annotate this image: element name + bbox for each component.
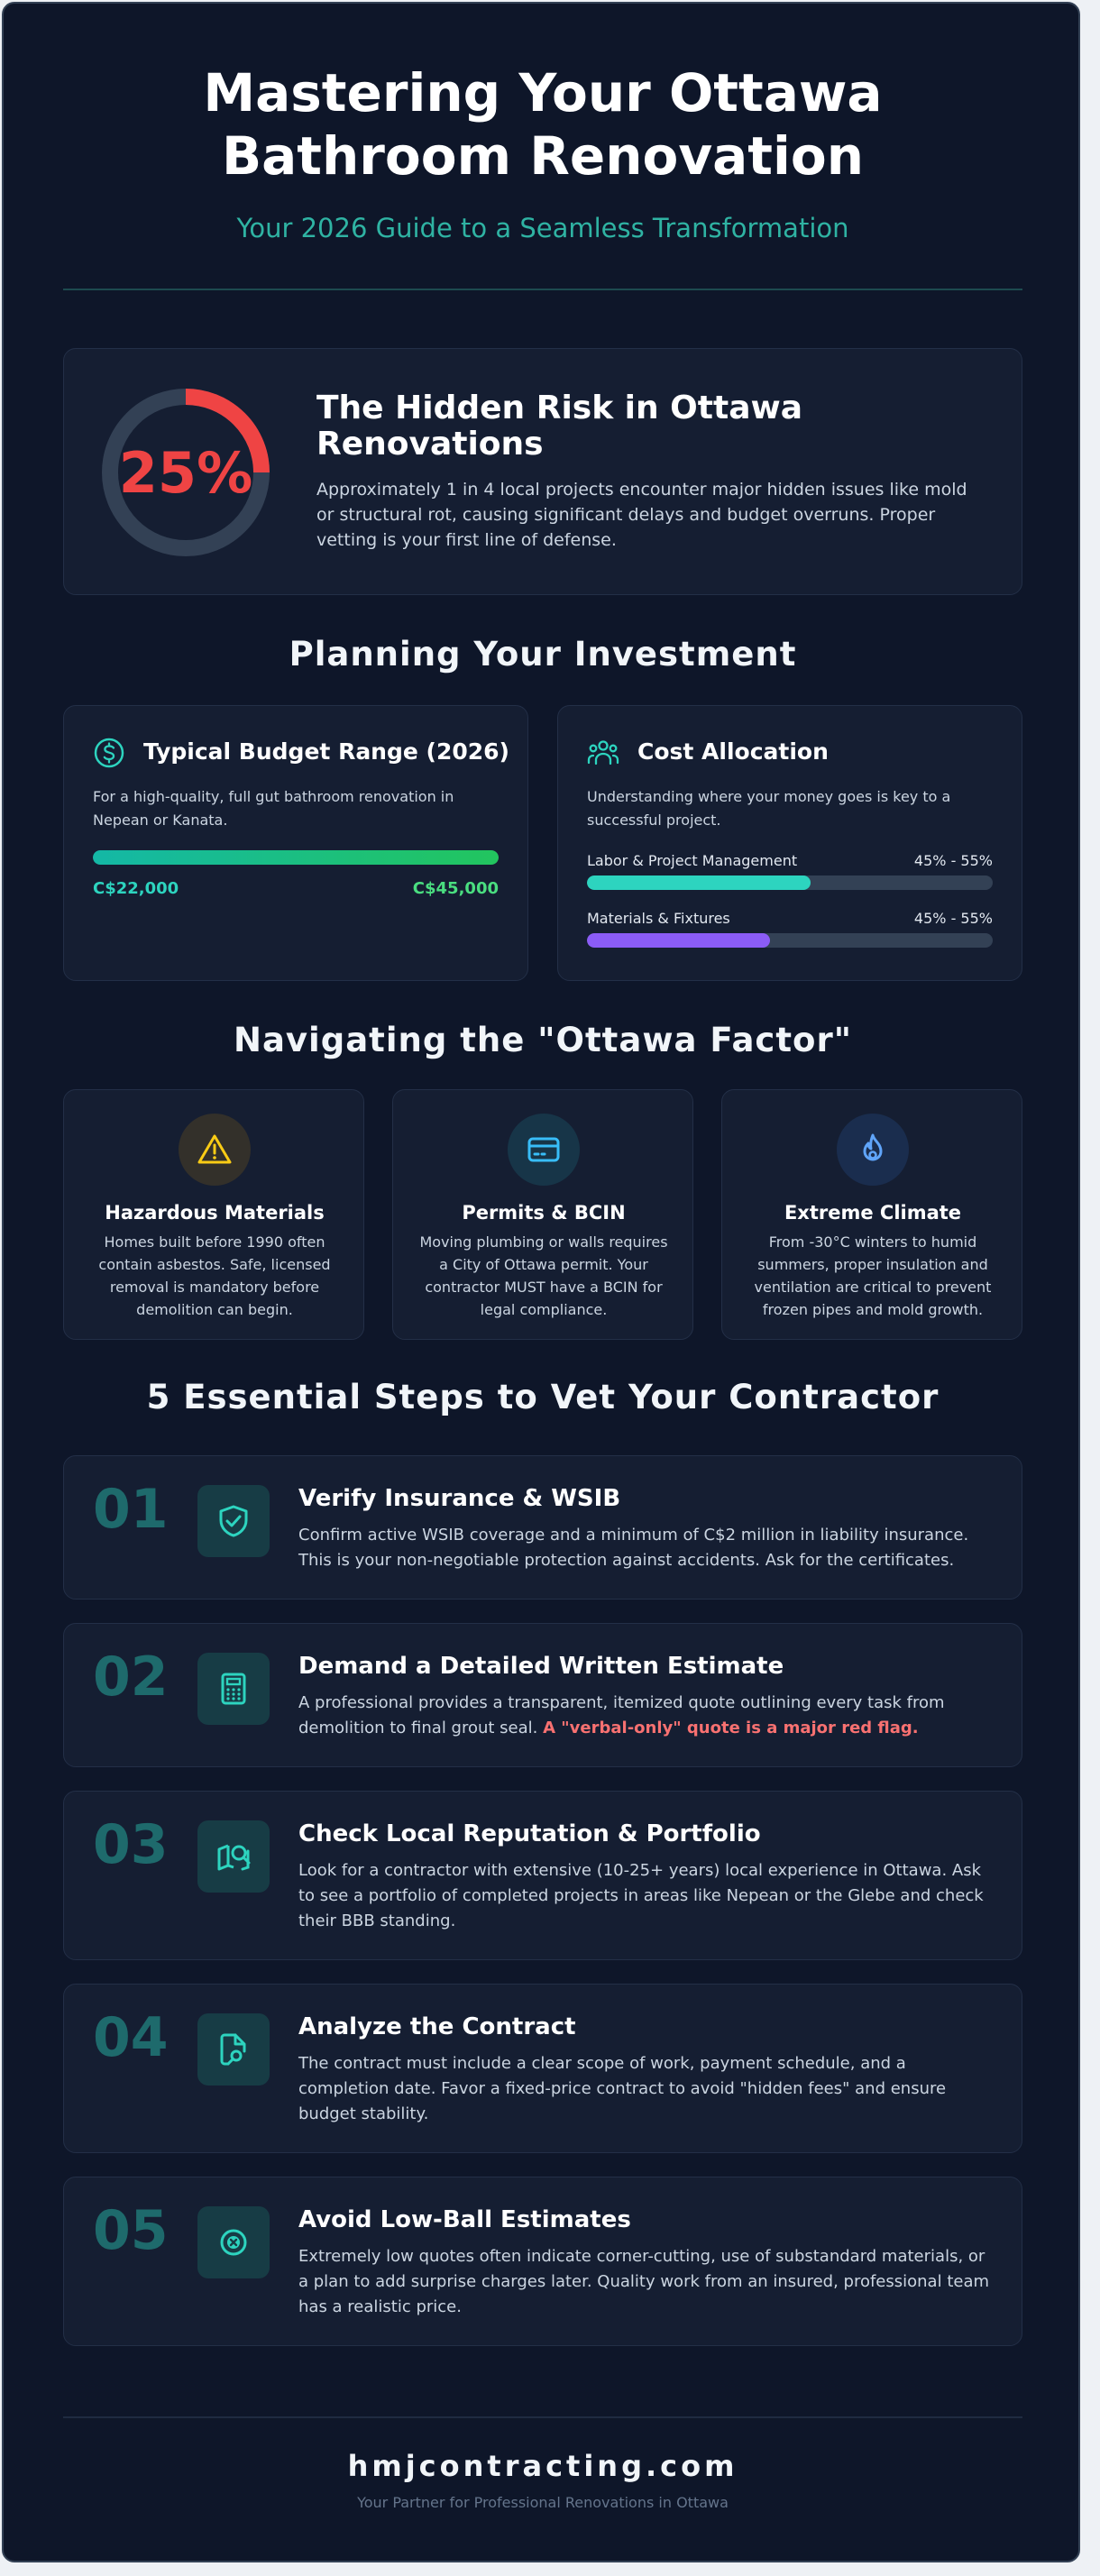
people-group-icon — [587, 737, 619, 769]
step-body: The contract must include a clear scope of work, payment schedule, and a completion date. Favor a fixed-price contract to avoid "hidden fees" and ensure budget stability. — [298, 2054, 947, 2123]
allocation-bar-labor — [587, 875, 993, 890]
step-body: Look for a contractor with extensive (10-25+ years) local experience in Ottawa. Ask to see a portfolio of completed projects in areas like Nepean or the Glebe and check their BBB standing. — [298, 1861, 984, 1930]
cost-allocation-card — [557, 705, 1022, 981]
step-body: Extremely low quotes often indicate corner-cutting, use of substandard materials, or a plan to add surprise charges later. Quality work from an insured, professional team has a realistic price. — [298, 2247, 990, 2316]
flame-icon — [855, 1132, 891, 1168]
budget-range-bar — [93, 850, 499, 865]
step-number: 01 — [93, 1478, 169, 1541]
header-divider — [63, 289, 1022, 290]
step-title: Avoid Low-Ball Estimates — [298, 2206, 631, 2233]
hidden-risk-card — [63, 348, 1022, 595]
footer-tagline: Your Partner for Professional Renovations in Ottawa — [357, 2494, 729, 2511]
budget-range-fill — [93, 850, 499, 865]
step-card-5 — [63, 2177, 1022, 2346]
budget-max: C$45,000 — [412, 879, 499, 898]
factor-card-climate — [721, 1089, 1022, 1340]
allocation-label-materials: Materials & Fixtures — [587, 910, 730, 927]
risk-percentage: 25% — [118, 439, 253, 506]
step-title: Demand a Detailed Written Estimate — [298, 1653, 784, 1680]
planning-heading: Planning Your Investment — [289, 635, 797, 674]
allocation-title: Cost Allocation — [637, 738, 829, 765]
shield-check-icon — [215, 1503, 252, 1539]
step-body-text: A professional provides a transparent, itemized quote outlining every task from demolition to final grout seal. — [298, 1693, 945, 1737]
warning-triangle-icon — [197, 1132, 233, 1168]
risk-description: Approximately 1 in 4 local projects encounter major hidden issues like mold or structural rot, causing significant delays and budget overruns. Proper vetting is your first line of defense. — [316, 480, 967, 550]
budget-title: Typical Budget Range (2026) — [143, 738, 509, 765]
red-flag-warning: A "verbal-only" quote is a major red flag. — [543, 1719, 919, 1737]
footer-domain[interactable]: hmjcontracting.com — [347, 2449, 738, 2483]
allocation-fill-labor — [587, 875, 811, 890]
ottawa-factor-heading: Navigating the "Ottawa Factor" — [233, 1021, 852, 1059]
map-search-icon — [215, 1838, 252, 1875]
allocation-label-labor: Labor & Project Management — [587, 852, 798, 869]
allocation-range-materials: 45% - 55% — [913, 910, 993, 927]
factor-body: Moving plumbing or walls requires a City of Ottawa permit. Your contractor MUST have a BCIN for legal compliance. — [419, 1233, 668, 1318]
page-title: Mastering Your Ottawa Bathroom Renovation — [203, 62, 883, 187]
allocation-range-labor: 45% - 55% — [913, 852, 993, 869]
allocation-description: Understanding where your money goes is key to a successful project. — [587, 788, 951, 829]
step-number: 04 — [93, 2006, 169, 2069]
factor-title: Permits & BCIN — [462, 1202, 626, 1224]
step-body — [298, 1691, 993, 1741]
calculator-icon — [215, 1671, 252, 1707]
steps-heading: 5 Essential Steps to Vet Your Contractor — [146, 1378, 940, 1416]
factor-card-hazardous — [63, 1089, 364, 1340]
step-card-4 — [63, 1984, 1022, 2153]
step-card-3 — [63, 1791, 1022, 1960]
footer-divider — [63, 2416, 1022, 2418]
credit-card-icon — [526, 1132, 562, 1168]
factor-body: Homes built before 1990 often contain asbestos. Safe, licensed removal is mandatory before demolition can begin. — [98, 1233, 331, 1318]
budget-card — [63, 705, 528, 981]
dollar-circle-icon — [93, 737, 125, 769]
budget-min: C$22,000 — [93, 879, 179, 898]
step-body: Confirm active WSIB coverage and a minimum of C$2 million in liability insurance. This is your non-negotiable protection against accidents. Ask for the certificates. — [298, 1526, 969, 1570]
step-title: Check Local Reputation & Portfolio — [298, 1820, 761, 1847]
factor-title: Hazardous Materials — [105, 1202, 325, 1224]
step-title: Verify Insurance & WSIB — [298, 1485, 621, 1512]
page-subtitle: Your 2026 Guide to a Seamless Transformation — [236, 213, 849, 243]
risk-title: The Hidden Risk in Ottawa Renovations — [316, 390, 803, 463]
step-number: 05 — [93, 2199, 169, 2262]
file-search-icon — [215, 2031, 252, 2067]
step-card-2 — [63, 1623, 1022, 1767]
step-number: 02 — [93, 1646, 169, 1709]
step-number: 03 — [93, 1813, 169, 1876]
step-card-1 — [63, 1455, 1022, 1600]
infographic-frame — [2, 2, 1080, 2562]
budget-description: For a high-quality, full gut bathroom renovation in Nepean or Kanata. — [93, 788, 454, 829]
factor-title: Extreme Climate — [784, 1202, 962, 1224]
allocation-bar-materials — [587, 933, 993, 948]
cancel-circle-icon — [215, 2224, 252, 2260]
content — [63, 4, 1022, 2562]
factor-card-permits — [392, 1089, 693, 1340]
step-title: Analyze the Contract — [298, 2013, 576, 2040]
factor-body: From -30°C winters to humid summers, proper insulation and ventilation are critical to prevent frozen pipes and mold growth. — [754, 1233, 992, 1318]
allocation-fill-materials — [587, 933, 770, 948]
